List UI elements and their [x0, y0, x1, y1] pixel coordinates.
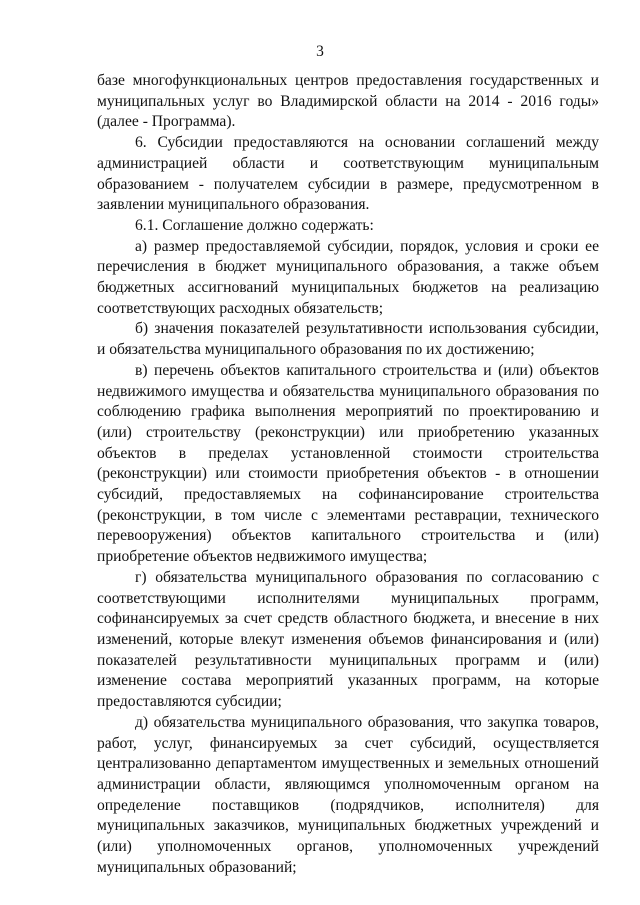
- paragraph-item-g: г) обязательства муниципального образования по согласованию с соответствующими исполнителями муниципальных программ, софинансируемых за счет средств областного бюджета, и внесение в них изменений, которые влекут изменения объемов финансирования и (или) показателей результативности муниципальных программ и (или) изменение состава мероприятий указанных программ, на которые предоставляются субсидии;: [97, 568, 599, 711]
- paragraph-clause-6: 6. Субсидии предоставляются на основании соглашений между администрацией области и соответствующим муниципальным образованием - получателем субсидии в размере, предусмотренном в заявлении муниципального образования.: [97, 134, 599, 214]
- page-number: 3: [316, 43, 324, 60]
- paragraph-item-b: б) значения показателей результативности использования субсидии, и обязательства муниципального образования по их достижению;: [97, 320, 599, 359]
- document-body: [97, 71, 599, 878]
- paragraph-item-d: д) обязательства муниципального образования, что закупка товаров, работ, услуг, финансируемых за счет субсидий, осуществляется централизованно департаментом имущественных и земельных отношений администрации области, являющимся уполномоченным органом на определение поставщиков (подрядчиков, исполнителя) для муниципальных заказчиков, муниципальных бюджетных учреждений и (или) уполномоченных органов, уполномоченных учреждений муниципальных образований;: [97, 713, 599, 876]
- paragraph-continuation: базе многофункциональных центров предоставления государственных и муниципальных услуг во Владимирской области на 2014 - 2016 годы» (далее - Программа).: [97, 72, 599, 131]
- paragraph-item-a: а) размер предоставляемой субсидии, порядок, условия и сроки ее перечисления в бюджет муниципального образования, а также объем бюджетных ассигнований муниципальных бюджетов на реализацию соответствующих расходных обязательств;: [97, 237, 599, 317]
- paragraph-clause-6-1: 6.1. Соглашение должно содержать:: [135, 216, 374, 234]
- paragraph-item-v: в) перечень объектов капитального строительства и (или) объектов недвижимого имущества и обязательства муниципального образования по соблюдению графика выполнения мероприятий по проектированию и (или) строительству (реконструкции) или приобретению указанных объектов в пределах установленной стоимости строительства (реконструкции) или стоимости приобретения объектов - в отношении субсидий, предоставляемых на софинансирование строительства (реконструкции, в том числе с элементами реставрации, технического перевооружения) объектов капитального строительства и (или) приобретение объектов недвижимого имущества;: [97, 361, 599, 566]
